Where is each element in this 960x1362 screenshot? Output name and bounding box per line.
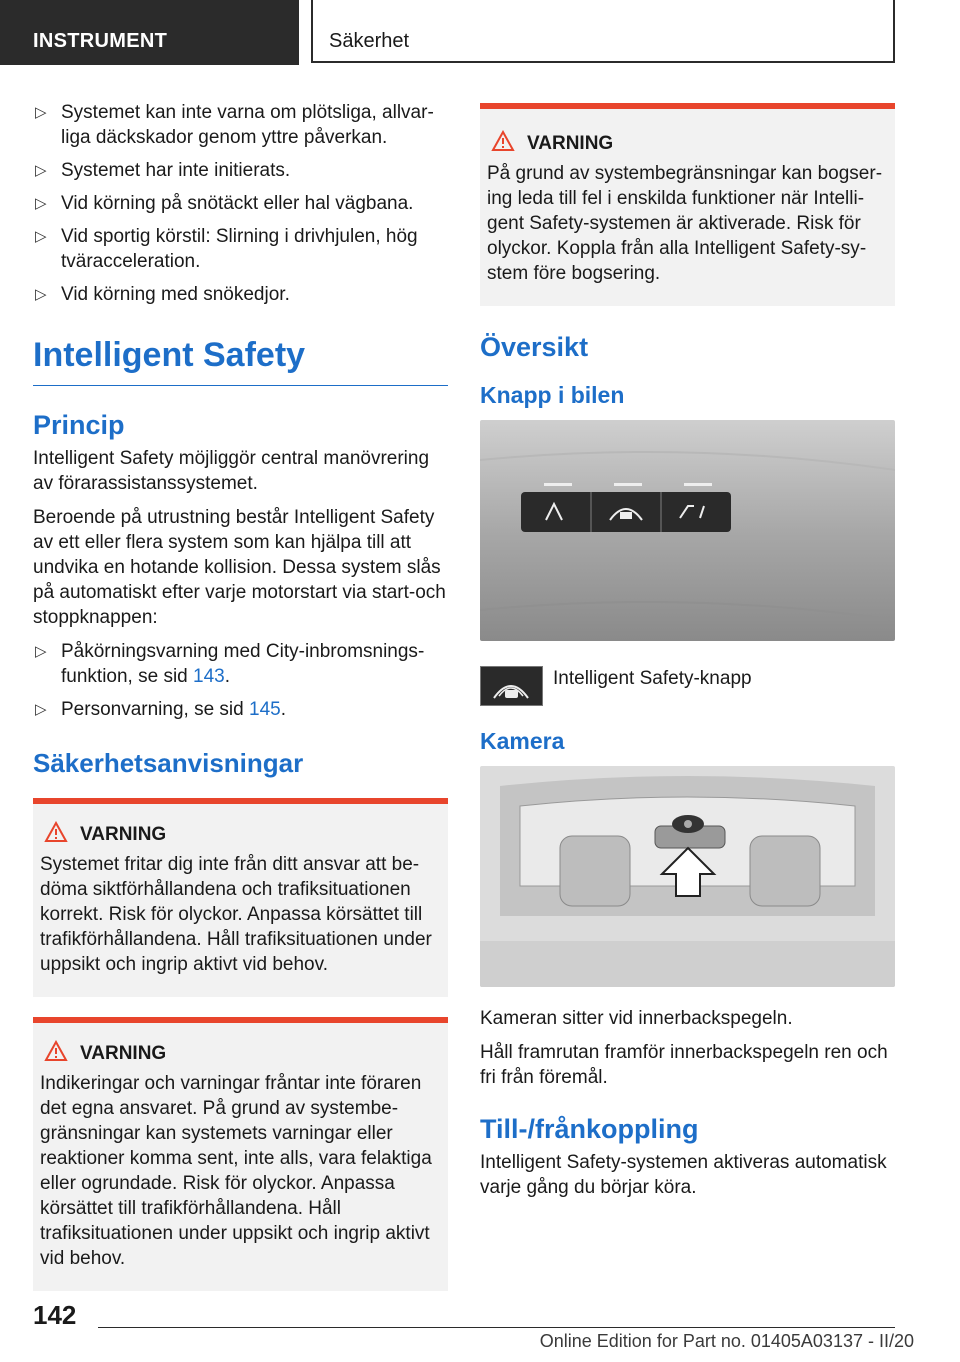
header-chapter-tab: [311, 0, 895, 63]
warning-title: VARNING: [487, 131, 888, 156]
list-item: ▷ Personvarning, se sid 145.: [35, 699, 286, 720]
till-paragraph-1: Intelligent Safety-systemen aktiveras automatisk varje gång du börjar köra.: [480, 1152, 887, 1198]
warning-box: [33, 1017, 448, 1291]
triangle-bullet-icon: ▷: [35, 162, 47, 179]
right-column: [480, 103, 895, 1209]
kamera-paragraph-1: Kameran sitter vid innerbackspegeln.: [480, 1008, 793, 1029]
list-item: ▷ Påkörningsvarning med City-inbromsningsfunktion, se sid 143.: [35, 641, 425, 687]
page-link-145[interactable]: 145: [249, 699, 281, 720]
kamera-paragraph-2: Håll framrutan framför innerbackspegeln ren och fri från föremål.: [480, 1042, 888, 1088]
list-item: ▷ Vid sportig körstil: Slirning i drivhjulen, hög tväracceleration.: [35, 226, 418, 272]
header-section-label: INSTRUMENT: [33, 30, 168, 52]
legend-row: [480, 666, 895, 706]
triangle-bullet-icon: ▷: [35, 104, 47, 121]
list-item: ▷ Vid körning på snötäckt eller hal vägbana.: [35, 193, 414, 214]
princip-paragraph-2: Beroende på utrustning består Intelligent Safety av ett eller flera system som kan hjälpa till att undvika en hotande kollision. Dessa system slås på automatiskt efter varje motorstart via start-och stoppknappen:: [33, 507, 446, 628]
windshield-camera-image: [480, 766, 895, 987]
triangle-bullet-icon: ▷: [35, 701, 47, 718]
legend-label: Intelligent Safety-knapp: [553, 668, 752, 689]
intelligent-safety-button-icon: [480, 666, 543, 706]
knapp-heading: Knapp i bilen: [480, 382, 625, 408]
warning-title: VARNING: [40, 822, 441, 847]
list-item: ▷ Vid körning med snökedjor.: [35, 284, 290, 305]
header-chapter-label: Säkerhet: [329, 30, 410, 52]
page-title: Intelligent Safety: [33, 333, 448, 386]
warning-text: Systemet fritar dig inte från ditt ansvar att bedöma siktförhållandena och trafiksituationen korrekt. Risk för olyckor. Anpassa körsättet till trafikförhållandena. Håll trafiksituationen under uppsikt och ingrip aktivt vid behov.: [40, 854, 432, 975]
car-buttons-image: [480, 420, 895, 641]
triangle-bullet-icon: ▷: [35, 228, 47, 245]
kamera-heading: Kamera: [480, 728, 565, 754]
warning-triangle-icon: [44, 821, 68, 843]
footer-rule: [98, 1327, 895, 1328]
warning-triangle-icon: [44, 1040, 68, 1062]
systems-list: [33, 639, 448, 722]
list-item: ▷ Systemet har inte initierats.: [35, 160, 291, 181]
limitations-list: [33, 100, 448, 307]
warning-title: VARNING: [40, 1041, 441, 1066]
header-section-tab: [0, 0, 299, 65]
triangle-bullet-icon: ▷: [35, 643, 47, 660]
triangle-bullet-icon: ▷: [35, 195, 47, 212]
princip-paragraph-1: Intelligent Safety möjliggör central manövrering av förarassistanssystemet.: [33, 448, 430, 494]
warning-triangle-icon: [491, 130, 515, 152]
page-link-143[interactable]: 143: [193, 666, 225, 687]
warning-text: Indikeringar och varningar fråntar inte föraren det egna ansvaret. På grund av systembegränsningar kan systemets varningar eller reaktioner komma sent, inte alls, vara felaktiga eller ogrundade. Risk för olyckor. Anpassa körsättet till trafikförhållandena. Håll trafiksituationen under uppsikt och ingrip aktivt vid behov.: [40, 1073, 432, 1269]
list-item: ▷ Systemet kan inte varna om plötsliga, allvarliga däckskador genom yttre påverkan.: [35, 102, 434, 148]
page-number: 142: [33, 1300, 77, 1330]
princip-heading: Princip: [33, 410, 125, 440]
safety-heading: Säkerhetsanvisningar: [33, 748, 304, 778]
oversikt-heading: Översikt: [480, 332, 589, 362]
left-column: [33, 100, 448, 1291]
warning-text: På grund av systembegränsningar kan bogsering leda till fel i enskilda funktioner när Intelligent Safety-systemen är aktiverade. Risk för olyckor. Koppla från alla Intelligent Safety-system före bogsering.: [487, 163, 883, 284]
till-heading: Till-/frånkoppling: [480, 1114, 699, 1144]
triangle-bullet-icon: ▷: [35, 286, 47, 303]
warning-box: [480, 103, 895, 306]
warning-box: [33, 798, 448, 997]
footer-edition: Online Edition for Part no. 01405A03137 - II/20: [539, 1331, 914, 1351]
